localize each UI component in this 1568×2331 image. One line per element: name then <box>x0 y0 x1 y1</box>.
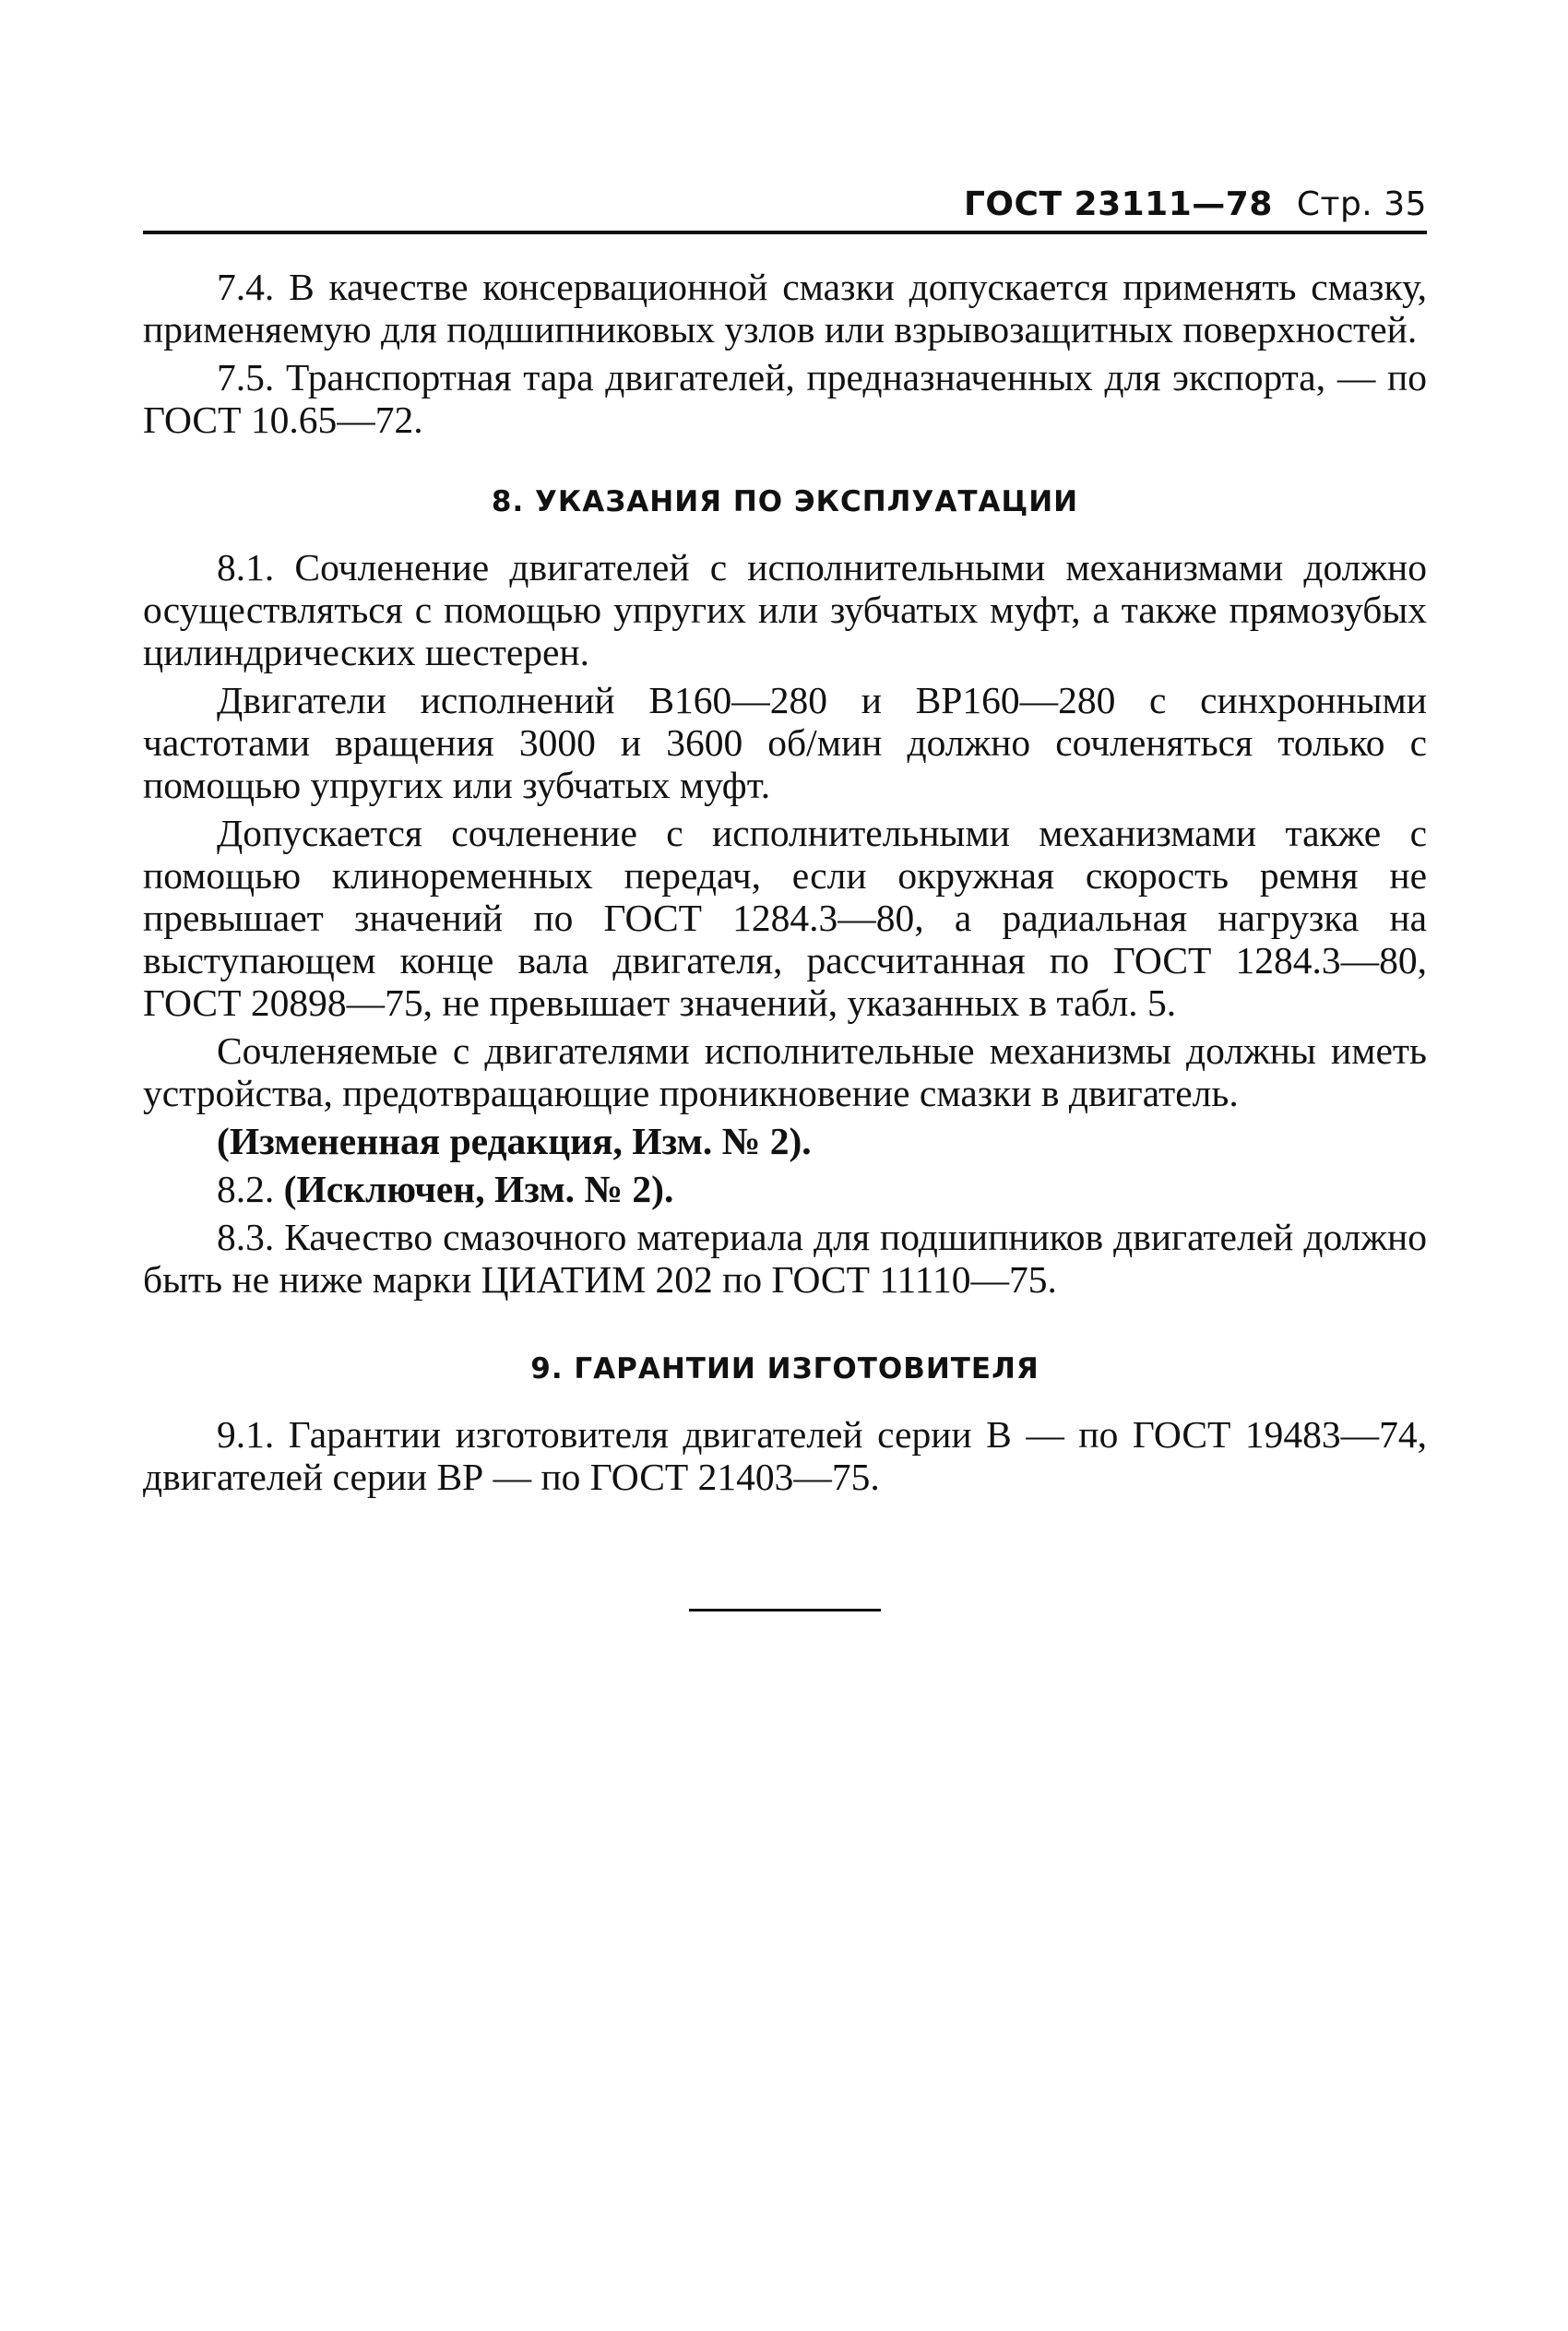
paragraph-8-1-lubricant-protection: Сочленяемые с двигателями исполнительные механизмы должны иметь устройства, предотвращающие проникновение смазки в двигатель. <box>143 1029 1427 1114</box>
amendment-note-8-1: (Измененная редакция, Изм. № 2). <box>217 1120 812 1162</box>
paragraph-7-5: 7.5. Транспортная тара двигателей, предназначенных для экспорта, — по ГОСТ 10.65—72. <box>143 356 1427 441</box>
paragraph-9-1: 9.1. Гарантии изготовителя двигателей серии В — по ГОСТ 19483—74, двигателей серии ВР — по ГОСТ 21403—75. <box>143 1413 1427 1498</box>
page-number: Стр. 35 <box>1296 185 1427 223</box>
paragraph-8-1-belt-drive: Допускается сочленение с исполнительными механизмами также с помощью клиноременных передач, если окружная скорость ремня не превышает значений по ГОСТ 1284.3—80, а радиальная нагрузка на выступающем конце вала двигателя, рассчитанная по ГОСТ 1284.3—80, ГОСТ 20898—75, не превышает значений, указанных в табл. 5. <box>143 812 1427 1024</box>
end-rule <box>689 1609 881 1611</box>
section-8-heading: 8. УКАЗАНИЯ ПО ЭКСПЛУАТАЦИИ <box>491 485 1079 518</box>
paragraph-8-2 <box>143 1168 1427 1210</box>
running-header <box>143 184 1427 234</box>
paragraph-8-1-synchronous: Двигатели исполнений В160—280 и ВР160—280 с синхронными частотами вращения 3000 и 3600 об/мин должно сочленяться только с помощью упругих или зубчатых муфт. <box>143 679 1427 806</box>
paragraph-8-2-number: 8.2. <box>217 1168 275 1210</box>
paragraph-8-1: 8.1. Сочленение двигателей с исполнительными механизмами должно осуществляться с помощью упругих или зубчатых муфт, а также прямозубых цилиндрических шестерен. <box>143 546 1427 673</box>
standard-number: ГОСТ 23111—78 <box>963 185 1273 223</box>
paragraph-8-2-excluded: (Исключен, Изм. № 2). <box>283 1168 674 1210</box>
paragraph-7-4: 7.4. В качестве консервационной смазки допускается применять смазку, применяемую для подшипниковых узлов или взрывозащитных поверхностей. <box>143 266 1427 351</box>
document-page <box>143 184 1427 1611</box>
section-9-heading: 9. ГАРАНТИИ ИЗГОТОВИТЕЛЯ <box>530 1352 1039 1386</box>
paragraph-8-3: 8.3. Качество смазочного материала для подшипников двигателей должно быть не ниже марки ЦИАТИМ 202 по ГОСТ 11110—75. <box>143 1216 1427 1301</box>
